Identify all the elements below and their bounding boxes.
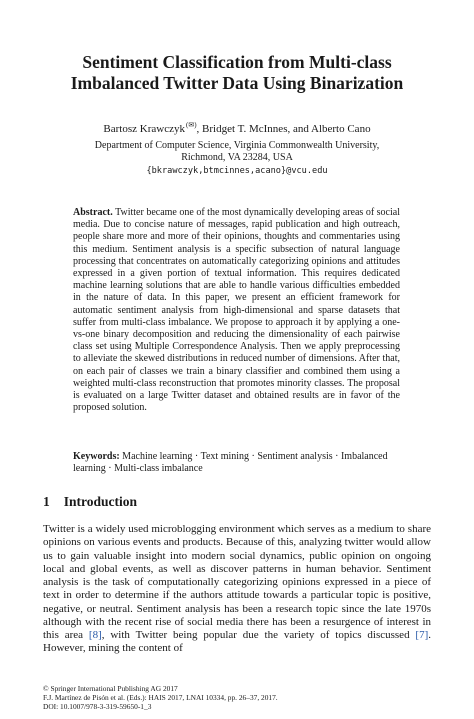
section-heading <box>43 494 137 510</box>
section-title: Introduction <box>63 494 138 509</box>
keywords <box>73 451 400 475</box>
affiliation-line-2: Richmond, VA 23284, USA <box>181 152 293 164</box>
copyright-footer <box>43 685 443 712</box>
keywords-label: Keywords: <box>73 451 120 462</box>
footer-doi: DOI: 10.1007/978-3-319-59650-1_3 <box>43 701 152 711</box>
author-email: {bkrawczyk,btmcinnes,acano}@vcu.edu <box>146 165 328 176</box>
introduction-paragraph <box>43 523 431 656</box>
citation-link-8[interactable]: [8] <box>88 629 102 641</box>
body-text-part-3: . However, mining the content of <box>43 629 431 655</box>
envelope-icon: (✉) <box>185 121 197 130</box>
paper-title <box>30 52 444 94</box>
abstract <box>73 207 400 414</box>
author-list <box>30 122 444 136</box>
body-text-part-2: , with Twitter being popular due the variety of topics discussed <box>101 629 416 641</box>
footer-citation: F.J. Martínez de Pisón et al. (Eds.): HAIS 2017, LNAI 10334, pp. 26–37, 2017. <box>43 692 278 702</box>
abstract-label: Abstract. <box>73 207 113 218</box>
citation-link-7[interactable]: [7] <box>415 629 429 641</box>
keywords-text: Machine learning · Text mining · Sentiment analysis · Imbalanced learning · Multi-class imbalance <box>73 451 388 475</box>
affiliation-line-1: Department of Computer Science, Virginia Commonwealth University, <box>94 140 380 151</box>
section-number: 1 <box>43 494 50 509</box>
affiliation <box>30 140 444 177</box>
abstract-text: Twitter became one of the most dynamically developing areas of social media. Due to concise nature of messages, rapid publication and high outreach, people share more and more of their opinions, thoughts and commentaries using this medium. Sentiment analysis is a specific subsection of natural language processing that concentrates on automatically categorizing opinions and attitudes expressed in a given portion of textual information. This requires dedicated machine learning solutions that are able to handle various difficulties embedded in the nature of data. In this paper, we present an efficient framework for automatic sentiment analysis from high-dimensional and sparse datasets that suffer from multi-class imbalance. We propose to approach it by applying a one-vs-one binary decomposition and reducing the dimensionality of each pairwise class set using Multiple Correspondence Analysis. Then we apply preprocessing to alleviate the skewed distributions in reduced number of dimensions. After that, on each pair of classes we train a binary classifier and combined them using a weighted multi-class reconstruction that promotes minority classes. The proposal is evaluated on a large Twitter dataset and obtained results are in favor of the proposed solution. <box>73 207 400 414</box>
body-text-part-1: Twitter is a widely used microblogging environment which serves as a medium to share opinions on various events and products. Because of this, analyzing twitter would allow us to gain valuable insight into modern social dynamics, public opinion on ongoing local and global events, as well as discover patterns in human behavior. Sentiment analysis is the task of computationally categorizing opinions expressed in a piece of text in order to determine if the authors attitude towards a particular topic is positive, negative, or neutral. Sentiment analysis has been a research topic since the late 1970s although with the recent rise of social media there has been a resurgence of interest in this area <box>43 523 431 641</box>
title-line-2: Imbalanced Twitter Data Using Binarization <box>70 73 404 93</box>
author-first: Bartosz Krawczyk <box>103 123 185 135</box>
author-rest: , Bridget T. McInnes, and Alberto Cano <box>196 123 371 135</box>
title-line-1: Sentiment Classification from Multi-class <box>82 52 392 72</box>
footer-copyright: © Springer International Publishing AG 2017 <box>43 684 178 693</box>
